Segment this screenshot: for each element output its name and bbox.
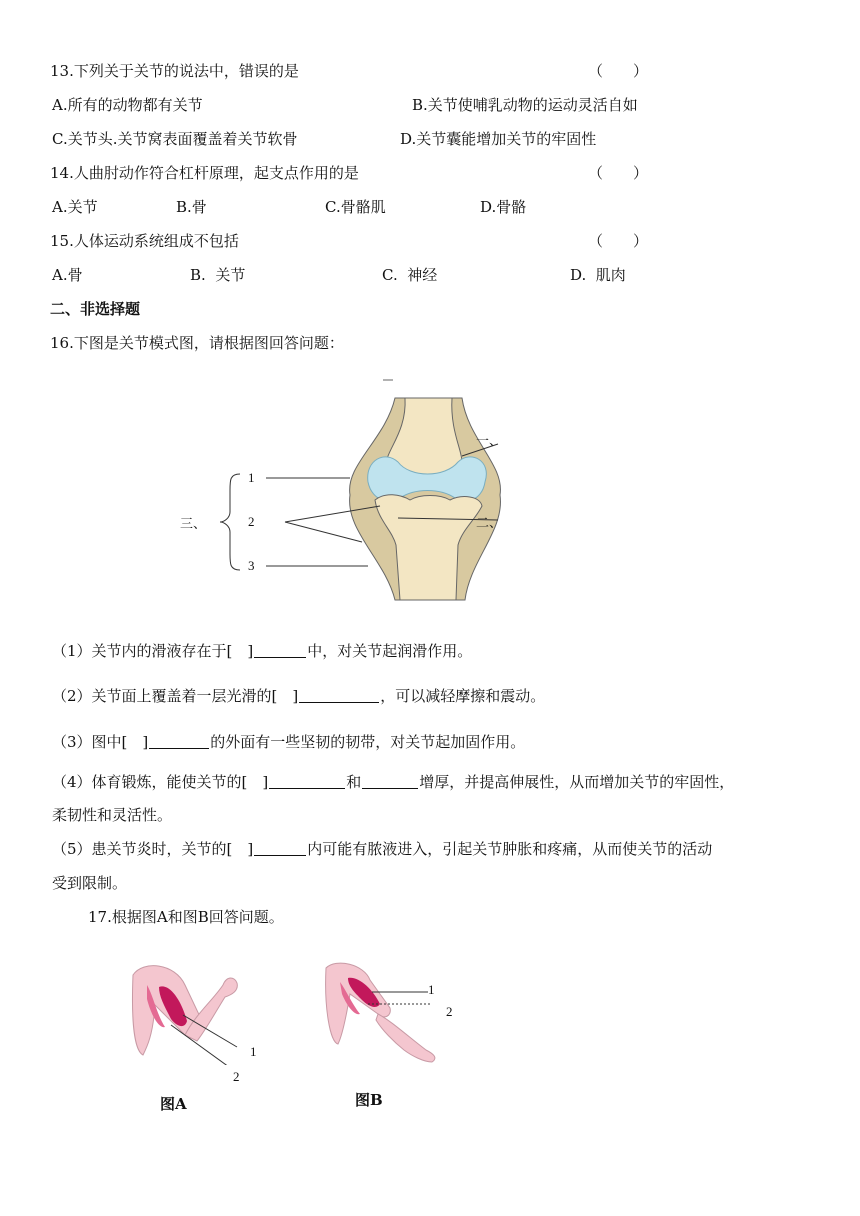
q15-option-b: B. 关节 — [190, 266, 246, 284]
joint-num-1: 1 — [248, 470, 255, 485]
q13-option-a: A.所有的动物都有关节 — [52, 96, 203, 114]
q13-option-b: B.关节使哺乳动物的运动灵活自如 — [412, 96, 638, 114]
fig-a-num-1: 1 — [250, 1044, 257, 1059]
q16-sub5-line2: 受到限制。 — [52, 874, 128, 892]
joint-label-group: 三、 — [180, 516, 207, 531]
fig-b-num-2: 2 — [446, 1004, 453, 1019]
answer-blank[interactable] — [254, 841, 306, 856]
q15-option-d: D. 肌肉 — [570, 266, 626, 284]
q14-stem: 14.人曲肘动作符合杠杆原理，起支点作用的是 — [50, 164, 359, 182]
q15-answer-paren: （ ） — [588, 232, 649, 250]
q13-stem: 13.下列关于关节的说法中，错误的是 — [50, 62, 299, 80]
q16-sub3: （3）图中[ ] 的外面有一些坚韧的韧带，对关节起加固作用。 — [52, 733, 526, 751]
brace — [220, 474, 240, 570]
q16-stem: 16.下图是关节模式图，请根据图回答问题： — [50, 334, 344, 352]
joint-num-3: 3 — [248, 558, 255, 573]
fig-b-num-1: 1 — [428, 982, 435, 997]
q16-sub1: （1）关节内的滑液存在于[ ] 中，对关节起润滑作用。 — [52, 642, 473, 660]
joint-label-mid: 二、 — [476, 515, 503, 530]
q15-option-a: A.骨 — [52, 266, 83, 284]
fig-a-num-2: 2 — [233, 1069, 240, 1084]
q13-option-c: C.关节头.关节窝表面覆盖着关节软骨 — [52, 130, 298, 148]
q14-option-b: B.骨 — [176, 198, 207, 216]
q14-option-d: D.骨骼 — [480, 198, 527, 216]
q15-option-c: C. 神经 — [382, 266, 438, 284]
joint-diagram — [200, 370, 520, 610]
answer-blank[interactable] — [299, 688, 379, 703]
q14-answer-paren: （ ） — [588, 164, 649, 182]
q16-sub4-line2: 柔韧性和灵活性。 — [52, 806, 173, 824]
joint-label-top: 一、 — [476, 433, 503, 448]
q16-sub4-line1: （4）体育锻炼，能使关节的[ ] 和 增厚，并提高伸展性，从而增加关节的牢固性， — [52, 773, 735, 791]
q13-answer-paren: （ ） — [588, 62, 649, 80]
figure-a-flexed-arm — [125, 955, 265, 1065]
forearm-b — [376, 1014, 435, 1062]
joint-num-2: 2 — [248, 514, 255, 529]
q16-sub2: （2）关节面上覆盖着一层光滑的[ ] ，可以减轻摩擦和震动。 — [52, 687, 546, 705]
fig-b-caption: 图B — [355, 1091, 383, 1109]
q13-option-d: D.关节囊能增加关节的牢固性 — [400, 130, 597, 148]
q14-option-a: A.关节 — [52, 198, 98, 216]
section-title: 二、非选择题 — [50, 300, 141, 318]
fig-a-caption: 图A — [160, 1095, 187, 1113]
answer-blank[interactable] — [362, 774, 418, 789]
q14-option-c: C.骨骼肌 — [325, 198, 386, 216]
q17-stem: 17.根据图A和图B回答问题。 — [88, 908, 284, 926]
answer-blank[interactable] — [269, 774, 345, 789]
answer-blank[interactable] — [254, 643, 306, 658]
q15-stem: 15.人体运动系统组成不包括 — [50, 232, 239, 250]
q16-sub5-line1: （5）患关节炎时，关节的[ ] 内可能有脓液进入，引起关节肿胀和疼痛，从而使关节的活动 — [52, 840, 713, 858]
answer-blank[interactable] — [149, 734, 209, 749]
figure-b-extended-arm — [320, 958, 450, 1068]
